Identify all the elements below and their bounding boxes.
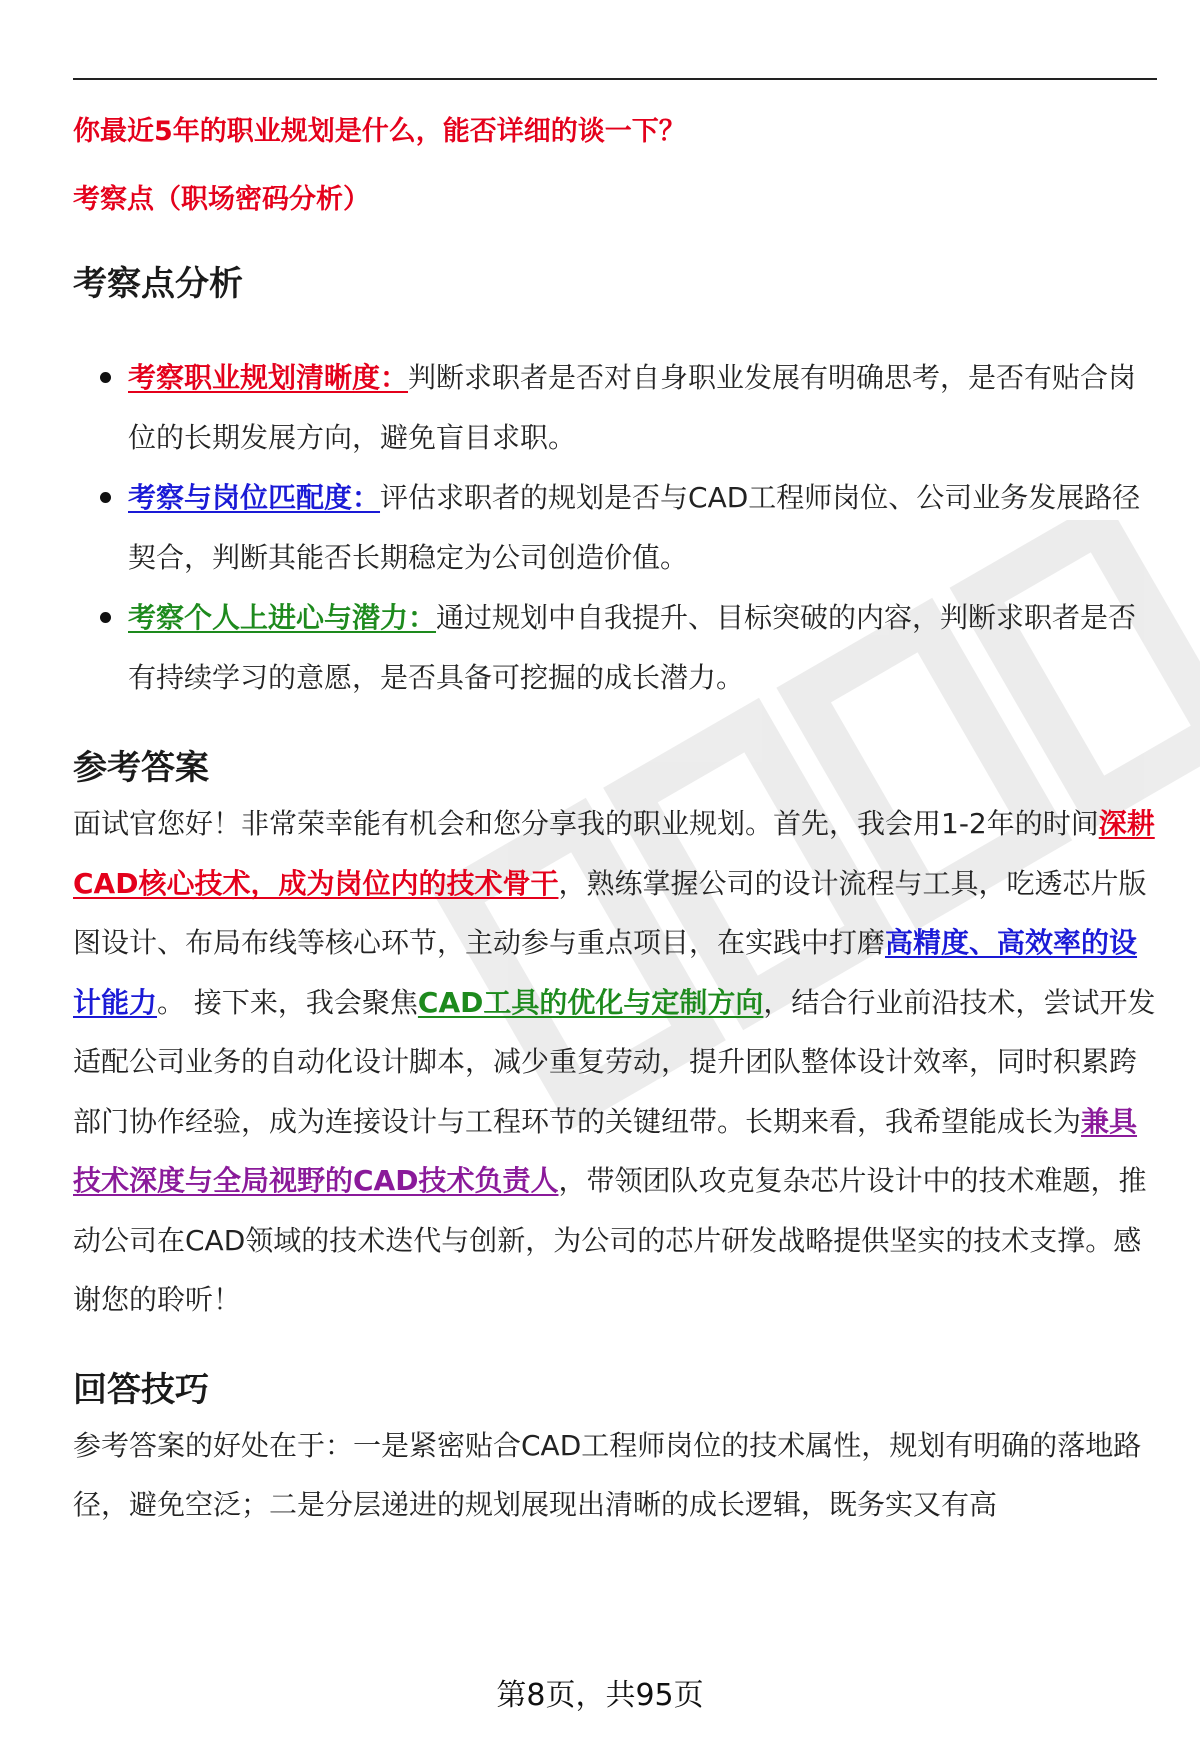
highlight-text: 深耕CAD核心技术，成为岗位内的技术骨干 [73,807,1155,900]
tips-title: 回答技巧 [73,1369,209,1410]
point-label: 考察与岗位匹配度： [128,481,381,514]
page-content [73,108,1157,1535]
interview-question: 你最近5年的职业规划是什么，能否详细的谈一下？ [73,116,686,147]
answer-title: 参考答案 [73,748,209,788]
analysis-list [73,348,1157,708]
list-item [73,588,1157,708]
bullet-icon [100,612,111,623]
point-label: 考察个人上进心与潜力： [128,601,437,634]
point-label: 考察职业规划清晰度： [128,361,409,394]
answer-text: ，熟练掌握公司的设计流程与工具，吃透芯片版图设计、布局布线等核心环节，主动参与重点项目，在实践中打磨 [73,866,1147,959]
subheading: 考察点（职场密码分析） [73,184,370,215]
point-text: 判断求职者是否对自身职业发展有明确思考，是否有贴合岗位的长期发展方向，避免盲目求职。 [128,361,1137,454]
bullet-icon [100,372,111,383]
list-item [73,348,1157,468]
answer-text: 面试官您好！非常荣幸能有机会和您分享我的职业规划。首先，我会用1-2年的时间 [73,807,1099,840]
page-number: 第8页，共95页 [496,1678,704,1713]
list-item [73,468,1157,588]
highlight-text: CAD工具的优化与定制方向 [417,985,764,1019]
answer-text: ，带领团队攻克复杂芯片设计中的技术难题，推动公司在CAD领域的技术迭代与创新，为公司的芯片研发战略提供坚实的技术支撑。感谢您的聆听！ [73,1164,1147,1316]
bullet-icon [100,492,111,503]
point-text: 评估求职者的规划是否与CAD工程师岗位、公司业务发展路径契合，判断其能否长期稳定为公司创造价值。 [128,481,1141,574]
top-divider [73,78,1157,80]
analysis-title: 考察点分析 [73,264,243,304]
answer-text: ，结合行业前沿技术，尝试开发适配公司业务的自动化设计脚本，减少重复劳动，提升团队整体设计效率，同时积累跨部门协作经验，成为连接设计与工程环节的关键纽带。长期来看，我希望能成长为 [73,985,1156,1138]
answer-text: 。 接下来，我会聚焦 [157,985,418,1019]
tips-paragraph: 参考答案的好处在于：一是紧密贴合CAD工程师岗位的技术属性，规划有明确的落地路径，避免空泛；二是分层递进的规划展现出清晰的成长逻辑，既务实又有高 [73,1428,1142,1521]
highlight-text: 高精度、高效率的设计能力 [73,926,1138,1019]
point-text: 通过规划中自我提升、目标突破的内容，判断求职者是否有持续学习的意愿，是否具备可挖掘的成长潜力。 [128,601,1137,694]
highlight-text: 兼具技术深度与全局视野的CAD技术负责人 [73,1104,1138,1197]
answer-paragraph [73,794,1157,1330]
